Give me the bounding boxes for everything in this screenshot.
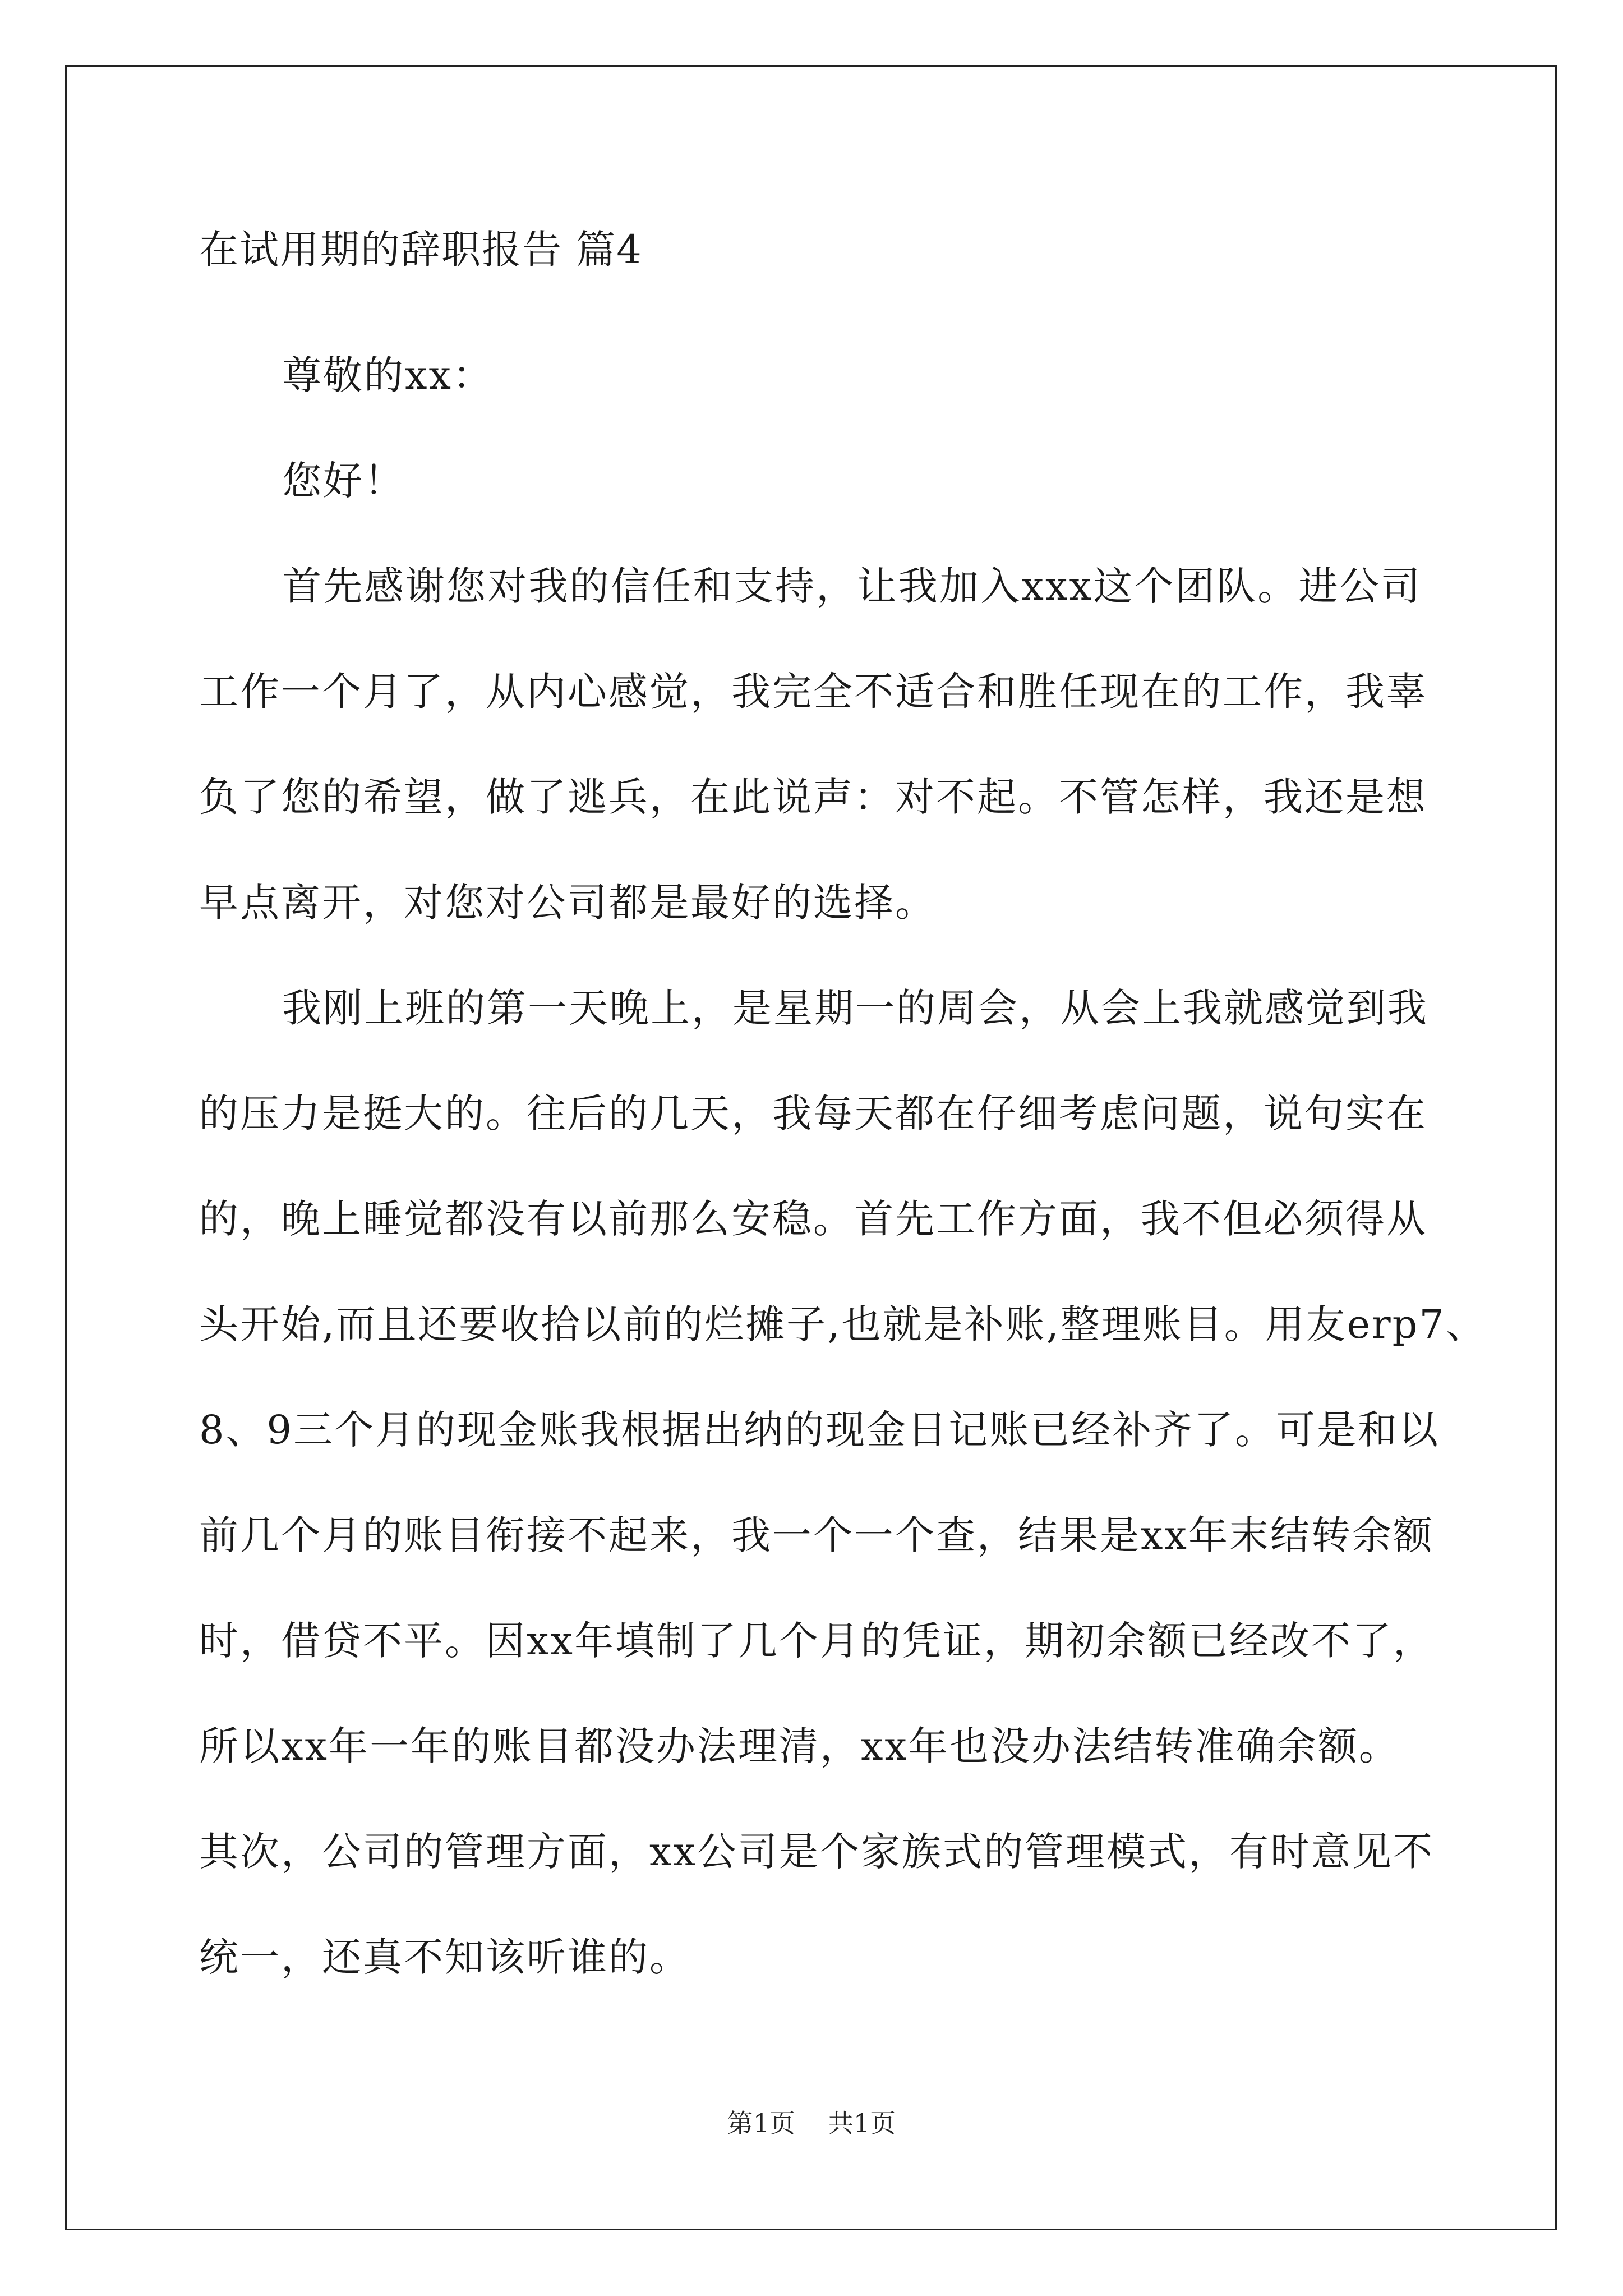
paragraph-1-line: 早点离开，对您对公司都是最好的选择。 (199, 880, 936, 926)
paragraph-2-line: 我刚上班的第一天晚上，是星期一的周会，从会上我就感觉到我 (282, 985, 1428, 1031)
salutation-text: 尊敬的xx： (282, 352, 494, 398)
page-number-current: 第1页 (727, 2108, 795, 2138)
greeting-text: 您好！ (282, 458, 405, 504)
paragraph-2-line: 统一，还真不知该听谁的。 (199, 1934, 690, 1980)
paragraph-2-line: 8、9三个月的现金账我根据出纳的现金日记账已经补齐了。可是和以 (199, 1407, 1440, 1453)
paragraph-2-line: 时，借贷不平。因xx年填制了几个月的凭证，期初余额已经改不了， (199, 1618, 1434, 1664)
paragraph-2-line: 前几个月的账目衔接不起来，我一个一个查，结果是xx年末结转余额 (199, 1512, 1434, 1558)
paragraph-2-line: 头开始,而且还要收拾以前的烂摊子,也就是补账,整理账目。用友erp7、 (199, 1301, 1487, 1347)
paragraph-1-line: 负了您的希望，做了逃兵，在此说声：对不起。不管怎样，我还是想 (199, 774, 1427, 820)
document-body (199, 216, 1487, 2010)
page-number-total: 共1页 (828, 2108, 896, 2138)
paragraph-1-line: 首先感谢您对我的信任和支持，让我加入xxx这个团队。进公司 (282, 563, 1422, 609)
document-title: 在试用期的辞职报告 篇4 (199, 227, 643, 273)
paragraph-2-line: 所以xx年一年的账目都没办法理清，xx年也没办法结转准确余额。 (199, 1723, 1400, 1769)
paragraph-1 (199, 533, 1427, 955)
greeting (199, 428, 1422, 533)
paragraph-2 (199, 955, 1487, 2010)
page-footer (0, 2106, 1623, 2140)
paragraph-1-line: 工作一个月了，从内心感觉，我完全不适合和胜任现在的工作，我辜 (199, 669, 1427, 715)
paragraph-2-line: 的，晚上睡觉都没有以前那么安稳。首先工作方面，我不但必须得从 (199, 1196, 1427, 1242)
salutation (199, 323, 1422, 428)
paragraph-2-line: 其次，公司的管理方面，xx公司是个家族式的管理模式，有时意见不 (199, 1829, 1434, 1875)
paragraph-2-line: 的压力是挺大的。往后的几天，我每天都在仔细考虑问题，说句实在 (199, 1091, 1427, 1137)
